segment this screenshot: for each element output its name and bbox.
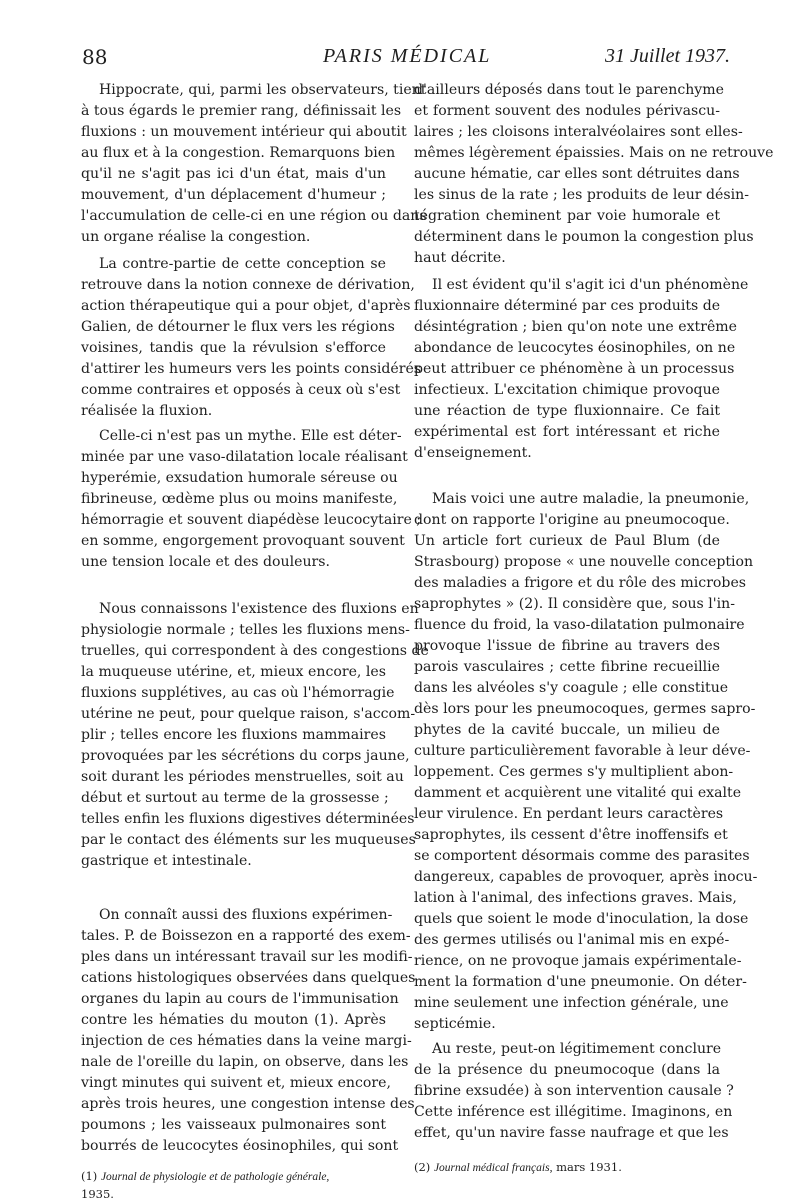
text-line: déterminent dans le poumon la congestion plus bbox=[414, 229, 754, 245]
text-line: la muqueuse utérine, et, mieux encore, les bbox=[81, 664, 386, 680]
text-line: une tension locale et des douleurs. bbox=[81, 554, 330, 570]
footnote-year: 1935. bbox=[81, 1187, 114, 1201]
text-line: saprophytes, ils cessent d'être inoffensifs et bbox=[414, 827, 728, 843]
text-line: loppement. Ces germes s'y multiplient abon- bbox=[414, 764, 734, 780]
text-line: et forment souvent des nodules périvascu- bbox=[414, 103, 720, 119]
footnote bbox=[414, 1158, 720, 1176]
text-line: un organe réalise la congestion. bbox=[81, 229, 311, 245]
text-line: des maladies a frigore et du rôle des microbes bbox=[414, 575, 747, 591]
footnote-number: (1) bbox=[81, 1169, 98, 1183]
text-line: Il est évident qu'il s'agit ici d'un phénomène bbox=[432, 277, 749, 293]
text-line: saprophytes » (2). Il considère que, sous l'in- bbox=[414, 596, 735, 612]
text-line: une réaction de type fluxionnaire. Ce fait bbox=[414, 403, 720, 419]
text-line: telles enfin les fluxions digestives déterminées bbox=[81, 811, 415, 827]
text-line: d'ailleurs déposés dans tout le parenchyme bbox=[414, 82, 724, 98]
text-line: fluxions : un mouvement intérieur qui aboutit bbox=[81, 124, 407, 140]
text-line: en somme, engorgement provoquant souvent bbox=[81, 533, 405, 549]
text-line: effet, qu'un navire fasse naufrage et que les bbox=[414, 1125, 729, 1141]
text-line: rience, on ne provoque jamais expérimentale- bbox=[414, 953, 742, 969]
text-line: fluence du froid, la vaso-dilatation pulmonaire bbox=[414, 617, 745, 633]
text-line: provoque l'issue de fibrine au travers des bbox=[414, 638, 720, 654]
text-line: l'accumulation de celle-ci en une région ou dans bbox=[81, 208, 427, 224]
text-line: damment et acquièrent une vitalité qui exalte bbox=[414, 785, 742, 801]
text-line: La contre-partie de cette conception se bbox=[99, 256, 386, 272]
text-line: à tous égards le premier rang, définissait les bbox=[81, 103, 402, 119]
paragraph bbox=[414, 489, 758, 1035]
text-line: dès lors pour les pneumocoques, germes sapro- bbox=[414, 701, 756, 717]
text-line: leur virulence. En perdant leurs caractères bbox=[414, 806, 724, 822]
text-line: abondance de leucocytes éosinophiles, on ne bbox=[414, 340, 736, 356]
text-line: tégration cheminent par voie humorale et bbox=[414, 208, 720, 224]
paragraph bbox=[81, 599, 429, 872]
text-line: ples dans un intéressant travail sur les modifi- bbox=[81, 949, 413, 965]
text-line: tales. P. de Boissezon en a rapporté des exem- bbox=[81, 928, 411, 944]
text-line: nale de l'oreille du lapin, on observe, dans les bbox=[81, 1054, 409, 1070]
text-line: poumons ; les vaisseaux pulmonaires sont bbox=[81, 1117, 386, 1133]
running-header bbox=[0, 45, 800, 75]
text-line: qu'il ne s'agit pas ici d'un état, mais d'un bbox=[81, 166, 386, 182]
text-line: bourrés de leucocytes éosinophiles, qui sont bbox=[81, 1138, 399, 1154]
text-line: Un article fort curieux de Paul Blum (de bbox=[414, 533, 720, 549]
text-line: ment la formation d'une pneumonie. On déter- bbox=[414, 974, 747, 990]
text-line: quels que soient le mode d'inoculation, la dose bbox=[414, 911, 749, 927]
paragraph bbox=[81, 905, 416, 1157]
text-line: fibrineuse, œdème plus ou moins manifeste, bbox=[81, 491, 398, 507]
footnote bbox=[81, 1167, 386, 1203]
text-line: Hippocrate, qui, parmi les observateurs, tient bbox=[99, 82, 427, 98]
text-line: hyperémie, exsudation humorale séreuse ou bbox=[81, 470, 398, 486]
text-line: provoquées par les sécrétions du corps jaune, bbox=[81, 748, 410, 764]
text-line: de la présence du pneumocoque (dans la bbox=[414, 1062, 720, 1078]
paragraph bbox=[414, 1039, 734, 1144]
footnote-date: mars 1931. bbox=[556, 1160, 622, 1174]
text-line: des germes utilisés ou l'animal mis en expé- bbox=[414, 932, 730, 948]
text-line: lation à l'animal, des infections graves. Mais, bbox=[414, 890, 737, 906]
text-line: cations histologiques observées dans quelques bbox=[81, 970, 416, 986]
text-line: mouvement, d'un déplacement d'humeur ; bbox=[81, 187, 386, 203]
text-line: Nous connaissons l'existence des fluxions en bbox=[99, 601, 419, 617]
text-line: début et surtout au terme de la grossesse ; bbox=[81, 790, 389, 806]
paragraph bbox=[414, 275, 749, 464]
text-line: Celle-ci n'est pas un mythe. Elle est déter- bbox=[99, 428, 402, 444]
text-line: hémorragie et souvent diapédèse leucocytaire ; bbox=[81, 512, 422, 528]
footnote-journal: Journal de physiologie et de pathologie générale, bbox=[100, 1171, 330, 1183]
text-line: au flux et à la congestion. Remarquons bien bbox=[81, 145, 396, 161]
text-line: phytes de la cavité buccale, un milieu de bbox=[414, 722, 720, 738]
text-line: par le contact des éléments sur les muqueuses bbox=[81, 832, 416, 848]
text-line: injection de ces hématies dans la veine margi- bbox=[81, 1033, 412, 1049]
text-line: organes du lapin au cours de l'immunisation bbox=[81, 991, 399, 1007]
text-line: haut décrite. bbox=[414, 250, 506, 266]
text-line: minée par une vaso-dilatation locale réalisant bbox=[81, 449, 408, 465]
text-line: action thérapeutique qui a pour objet, d'après bbox=[81, 298, 411, 314]
text-line: réalisée la fluxion. bbox=[81, 403, 213, 419]
text-line: désintégration ; bien qu'on note une extrême bbox=[414, 319, 737, 335]
text-line: mêmes légèrement épaissies. Mais on ne retrouve bbox=[414, 145, 774, 161]
text-line: Galien, de détourner le flux vers les régions bbox=[81, 319, 395, 335]
issue-date: 31 Juillet 1937. bbox=[605, 45, 730, 67]
text-line: infectieux. L'excitation chimique provoque bbox=[414, 382, 720, 398]
text-line: comme contraires et opposés à ceux où s'est bbox=[81, 382, 401, 398]
text-line: Au reste, peut-on légitimement conclure bbox=[432, 1041, 722, 1057]
right-column bbox=[414, 80, 774, 1176]
text-line: expérimental est fort intéressant et riche bbox=[414, 424, 720, 440]
text-line: Mais voici une autre maladie, la pneumonie, bbox=[432, 491, 750, 507]
text-line: dangereux, capables de provoquer, après inocu- bbox=[414, 869, 758, 885]
text-line: fluxionnaire déterminé par ces produits de bbox=[414, 298, 721, 314]
text-line: septicémie. bbox=[414, 1016, 496, 1032]
text-line: On connaît aussi des fluxions expérimen- bbox=[99, 907, 393, 923]
paragraph bbox=[414, 80, 774, 269]
footnote-journal: Journal médical français, bbox=[433, 1162, 553, 1174]
text-line: peut attribuer ce phénomène à un processus bbox=[414, 361, 735, 377]
text-line: utérine ne peut, pour quelque raison, s'accom- bbox=[81, 706, 416, 722]
text-line: après trois heures, une congestion intense des bbox=[81, 1096, 415, 1112]
text-line: contre les hématies du mouton (1). Après bbox=[81, 1012, 386, 1028]
text-line: gastrique et intestinale. bbox=[81, 853, 252, 869]
text-line: vingt minutes qui suivent et, mieux encore, bbox=[81, 1075, 391, 1091]
text-line: Cette inférence est illégitime. Imaginons, en bbox=[414, 1104, 733, 1120]
text-line: truelles, qui correspondent à des congestions de bbox=[81, 643, 429, 659]
paragraph bbox=[81, 426, 422, 573]
footnote-number: (2) bbox=[414, 1160, 431, 1174]
text-line: dans les alvéoles s'y coagule ; elle constitue bbox=[414, 680, 729, 696]
text-line: parois vasculaires ; cette fibrine recueillie bbox=[414, 659, 720, 675]
paragraph bbox=[81, 254, 422, 422]
text-line: se comportent désormais comme des parasites bbox=[414, 848, 750, 864]
text-line: fluxions supplétives, au cas où l'hémorragie bbox=[81, 685, 395, 701]
text-line: aucune hématie, car elles sont détruites dans bbox=[414, 166, 740, 182]
text-line: voisines, tandis que la révulsion s'efforce bbox=[81, 340, 386, 356]
text-line: Strasbourg) propose « une nouvelle conception bbox=[414, 554, 754, 570]
text-line: physiologie normale ; telles les fluxions mens- bbox=[81, 622, 410, 638]
text-line: fibrine exsudée) à son intervention causale ? bbox=[414, 1083, 734, 1099]
page-number: 88 bbox=[82, 45, 108, 69]
text-line: soit durant les périodes menstruelles, soit au bbox=[81, 769, 404, 785]
running-title: PARIS MÉDICAL bbox=[323, 45, 492, 67]
text-line: mine seulement une infection générale, une bbox=[414, 995, 729, 1011]
text-line: dont on rapporte l'origine au pneumocoque. bbox=[414, 512, 730, 528]
text-line: plir ; telles encore les fluxions mammaires bbox=[81, 727, 386, 743]
text-line: d'attirer les humeurs vers les points considérés bbox=[81, 361, 422, 377]
text-line: laires ; les cloisons interalvéolaires sont elles- bbox=[414, 124, 743, 140]
text-line: retrouve dans la notion connexe de dérivation, bbox=[81, 277, 415, 293]
text-line: culture particulièrement favorable à leur déve- bbox=[414, 743, 751, 759]
text-line: les sinus de la rate ; les produits de leur désin- bbox=[414, 187, 749, 203]
paragraph bbox=[81, 80, 427, 248]
text-line: d'enseignement. bbox=[414, 445, 532, 461]
left-column bbox=[81, 80, 429, 1203]
